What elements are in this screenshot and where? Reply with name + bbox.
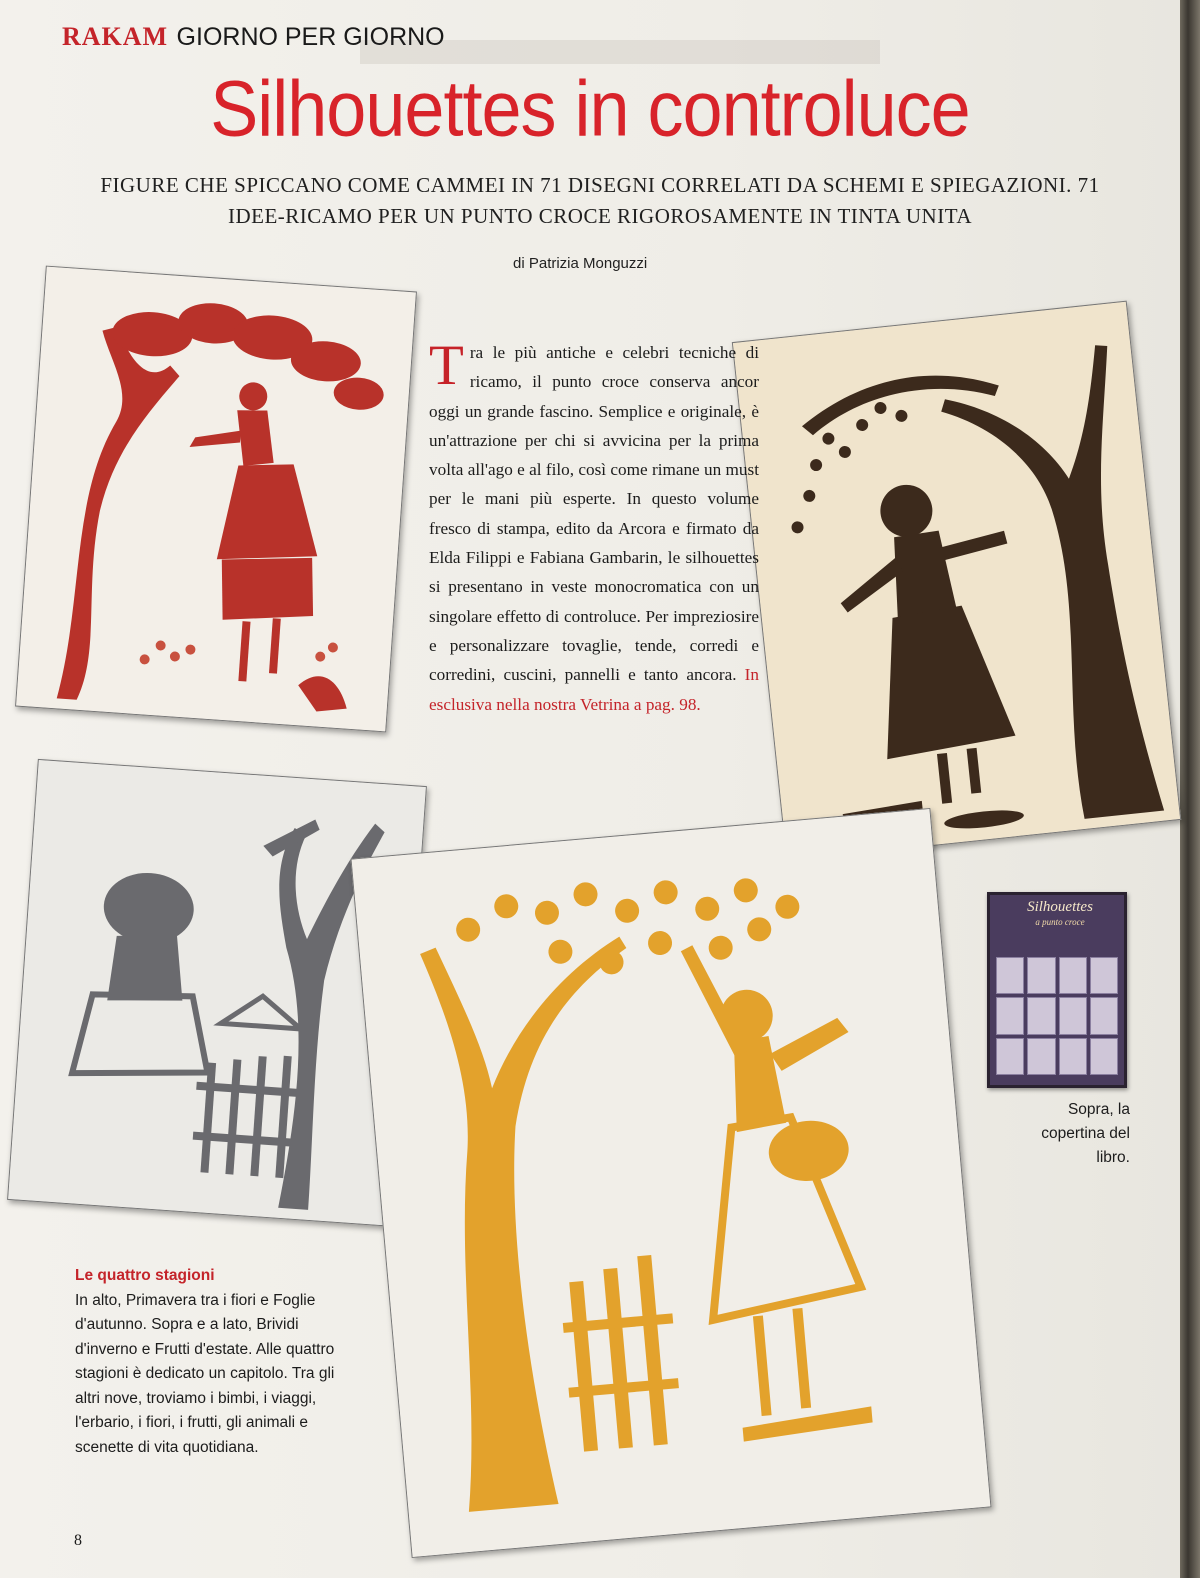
- caption-text: In alto, Primavera tra i fiori e Foglie d'autunno. Sopra e a lato, Brividi d'inverno e Frutti d'estate. Alle quattro stagioni è dedicato un capitolo. Tra gli altri nove, troviamo i bimbi, i viaggi, l'erbario, i fiori, i frutti, gli animali e scenette di vita quotidiana.: [75, 1291, 335, 1456]
- red-silhouette-girl-tree: [16, 267, 416, 732]
- caption-book-cover: Sopra, la copertina del libro.: [1041, 1101, 1130, 1166]
- book-cover-title: Silhouettes: [1027, 899, 1093, 915]
- caption-title: Le quattro stagioni: [75, 1267, 215, 1284]
- photo-orange-embroidery: [351, 808, 992, 1558]
- book-cover-thumbnails: [996, 957, 1118, 1075]
- photo-red-embroidery: [15, 266, 417, 733]
- section-name: GIORNO PER GIORNO: [176, 23, 445, 51]
- orange-silhouette-girl-tree: [352, 809, 991, 1557]
- article-body-highlight: In esclusiva nella nostra Vetrina a pag. 98.: [429, 665, 759, 714]
- caption-four-seasons: [75, 1264, 335, 1460]
- drop-cap: T: [429, 334, 464, 397]
- article-body: [429, 334, 759, 719]
- article-body-text: ra le più antiche e celebri tecniche di ricamo, il punto croce conserva ancor oggi un grande fascino. Semplice e originale, è un'attrazione per chi si avvicina per la prima volta all'ago e al filo, così come rimane un must per le mani più esperte. In questo volume fresco di stampa, edito da Arcora e firmato da Elda Filippi e Fabiana Gambarin, le silhouettes si presentano in veste monocromatica con un singolare effetto di controluce. Per impreziosire e personalizzare tovaglie, tende, corredi e corredini, cuscini, pannelli e tanto ancora.: [429, 343, 759, 685]
- article-subtitle: FIGURE CHE SPICCANO COME CAMMEI IN 71 DISEGNI CORRELATI DA SCHEMI E SPIEGAZIONI. 71 IDEE-RICAMO PER UN PUNTO CROCE RIGOROSAMENTE IN TINTA UNITA: [100, 173, 1100, 228]
- article-title: Silhouettes in controluce: [210, 65, 970, 153]
- section-header: [62, 22, 445, 52]
- book-cover-subtitle: a punto croce: [1035, 917, 1085, 927]
- photo-brown-embroidery: [732, 301, 1181, 862]
- book-cover-image: [987, 892, 1127, 1088]
- article-byline: di Patrizia Monguzzi: [513, 255, 648, 272]
- page-number: 8: [74, 1532, 82, 1549]
- page-binding-edge: [1180, 0, 1200, 1578]
- brown-silhouette-girl-tree: [733, 302, 1180, 860]
- magazine-brand: RAKAM: [62, 22, 169, 51]
